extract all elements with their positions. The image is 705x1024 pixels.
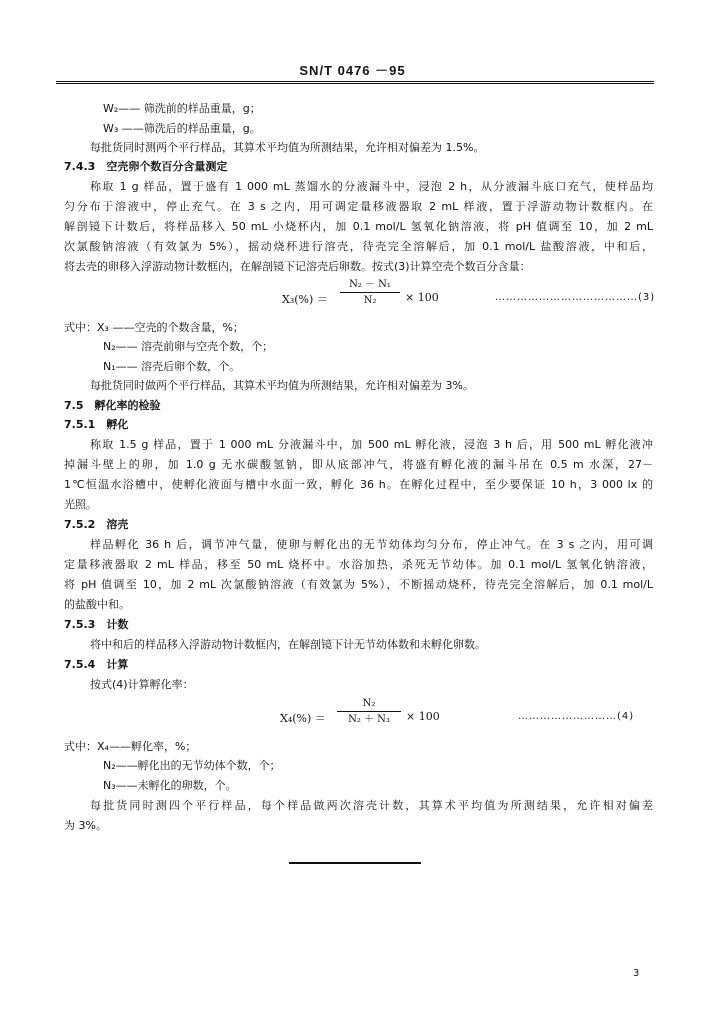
standard-code: SN/T 0476 －95 <box>299 63 406 78</box>
fraction-bar <box>340 292 400 293</box>
page-number: 3 <box>633 968 640 979</box>
var-definition: N₂——孵化出的无节幼体个数，个； <box>103 759 281 772</box>
formula-fraction <box>337 697 401 726</box>
fraction-bar <box>337 711 401 712</box>
equation-number: ………………………(4) <box>518 711 635 722</box>
var-definition: N₃——未孵化的卵数，个。 <box>103 779 237 792</box>
formula-lhs: X₄(%) ＝ <box>280 712 326 725</box>
paragraph-line: 1℃恒温水浴槽中，使孵化液面与槽中水面一致，孵化 36 h。在孵化过程中，至少要保证 10 h，3 000 lx 的 <box>64 478 653 491</box>
var-definition: W₂—— 筛洗前的样品重量，g； <box>103 102 261 115</box>
paragraph-line: 的盐酸中和。 <box>64 598 130 611</box>
var-definition: N₁—— 溶壳后卵个数，个。 <box>103 360 241 373</box>
header-rule <box>56 81 654 82</box>
paragraph-line: 光照。 <box>64 498 97 511</box>
paragraph-line: 每批货同时做两个平行样品，其算术平均值为所测结果，允许相对偏差为 3%。 <box>90 379 474 392</box>
formula-lhs: X₃(%) ＝ <box>282 293 328 306</box>
section-heading: 7.5.1 孵化 <box>64 418 129 431</box>
end-of-text-rule <box>289 862 421 864</box>
paragraph-line: 匀分布于溶液中，停止充气。在 3 s 之内，用可调定量移液器取 2 mL 样液，置于浮游动物计数框内。在 <box>64 200 653 213</box>
formula-multiplier: × 100 <box>406 710 440 723</box>
header-rule-double <box>56 83 654 84</box>
formula-denominator: N₂ <box>363 295 377 306</box>
var-definition: 式中：X₄——孵化率，%； <box>64 740 197 753</box>
section-heading: 7.5.2 溶壳 <box>64 518 129 531</box>
section-heading: 7.5.4 计算 <box>64 658 129 671</box>
paragraph-line: 掉漏斗壁上的卵，加 1.0 g 无水碳酸氢钠，即从底部冲气，将盛有孵化液的漏斗吊在 0.5 m 水深，27－ <box>64 458 653 471</box>
paragraph-line: 每批货同时测四个平行样品，每个样品做两次溶壳计数，其算术平均值为所测结果，允许相对偏差 <box>90 799 653 812</box>
formula-3 <box>0 278 705 318</box>
var-definition: W₃ ——筛洗后的样品重量，g。 <box>103 122 261 135</box>
section-heading: 7.4.3 空壳卵个数百分含量测定 <box>64 160 228 173</box>
formula-denominator: N₂ ＋ N₃ <box>348 714 390 725</box>
paragraph-line: 将中和后的样品移入浮游动物计数框内，在解剖镜下计无节幼体数和未孵化卵数。 <box>90 638 486 651</box>
paragraph-line: 将 pH 值调至 10，加 2 mL 次氯酸钠溶液（有效氯为 5%），不断摇动烧杯，待壳完全溶解后，加 0.1 mol/L <box>64 578 653 591</box>
paragraph-line: 将去壳的卵移入浮游动物计数框内，在解剖镜下记溶壳后卵数。按式(3)计算空壳个数百分含量： <box>64 260 531 273</box>
formula-4 <box>0 697 705 737</box>
paragraph-line: 定量移液器取 2 mL 样品，移至 50 mL 烧杯中。水浴加热，杀死无节幼体。加 0.1 mol/L 氢氧化钠溶液， <box>64 558 653 571</box>
formula-numerator: N₂ <box>362 698 376 709</box>
var-definition: 式中：X₃ ——空壳的个数含量，%； <box>64 321 244 334</box>
section-heading: 7.5 孵化率的检验 <box>64 399 161 412</box>
paragraph-line: 称取 1.5 g 样品，置于 1 000 mL 分液漏斗中，加 500 mL 孵化液，浸泡 3 h 后，用 500 mL 孵化液冲 <box>90 438 653 451</box>
paragraph-line: 样品孵化 36 h 后，调节冲气量，使卵与孵化出的无节幼体均匀分布，停止冲气。在 3 s 之内，用可调 <box>90 538 653 551</box>
var-definition: N₂—— 溶壳前卵与空壳个数，个； <box>103 340 274 353</box>
formula-numerator: N₂ － N₁ <box>349 279 391 290</box>
paragraph-line: 每批货同时测两个平行样品，其算术平均值为所测结果，允许相对偏差为 1.5%。 <box>90 141 485 154</box>
formula-fraction <box>340 278 400 307</box>
formula-multiplier: × 100 <box>405 291 439 304</box>
paragraph-line: 次氯酸钠溶液（有效氯为 5%），摇动烧杯进行溶壳，待壳完全溶解后，加 0.1 mol/L 盐酸溶液，中和后， <box>64 240 653 253</box>
paragraph-line: 按式(4)计算孵化率： <box>90 678 194 691</box>
paragraph-line: 解剖镜下计数后，将样品移入 50 mL 小烧杯内，加 0.1 mol/L 氢氧化钠溶液，将 pH 值调至 10，加 2 mL <box>64 220 653 233</box>
paragraph-line: 为 3%。 <box>64 819 107 832</box>
section-heading: 7.5.3 计数 <box>64 618 129 631</box>
paragraph-line: 称取 1 g 样品，置于盛有 1 000 mL 蒸馏水的分液漏斗中，浸泡 2 h，从分液漏斗底口充气，使样品均 <box>90 180 653 193</box>
equation-number: …………………………………(3) <box>495 292 656 303</box>
